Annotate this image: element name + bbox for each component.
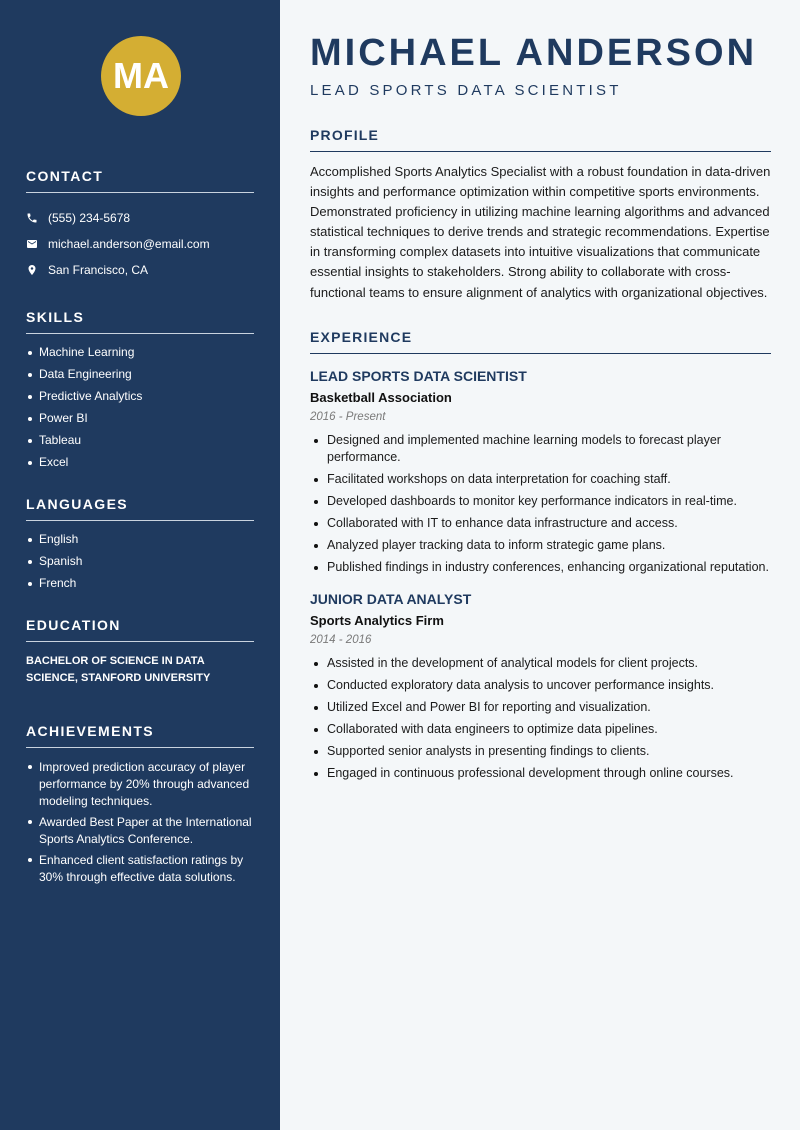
contact-location	[26, 257, 254, 283]
achievements-section	[26, 723, 254, 886]
job-entry	[310, 591, 771, 783]
achievement-item: Awarded Best Paper at the International Sports Analytics Conference.	[26, 814, 254, 848]
achievement-item: Enhanced client satisfaction ratings by 30% through effective data solutions.	[26, 852, 254, 886]
job-bullet: Published findings in industry conferences, enhancing organizational reputation.	[310, 559, 771, 577]
job-bullet: Designed and implemented machine learning models to forecast player performance.	[310, 432, 771, 467]
languages-section	[26, 496, 254, 591]
job-bullet: Supported senior analysts in presenting findings to clients.	[310, 743, 771, 761]
job-dates: 2014 - 2016	[310, 633, 372, 646]
job-bullet: Assisted in the development of analytical models for client projects.	[310, 655, 771, 673]
phone-text[interactable]: (555) 234-5678	[48, 211, 131, 225]
language-item: French	[26, 576, 254, 591]
job-bullet: Engaged in continuous professional development through online courses.	[310, 765, 771, 783]
main-content	[280, 0, 800, 1130]
job-bullets	[310, 432, 771, 577]
skill-item: Tableau	[26, 433, 254, 448]
job-company: Basketball Association	[310, 389, 452, 405]
job-entry	[310, 368, 771, 577]
contact-title: CONTACT	[26, 168, 254, 193]
skills-section	[26, 309, 254, 470]
contact-phone	[26, 205, 254, 231]
language-item: Spanish	[26, 554, 254, 569]
avatar: MA	[101, 36, 181, 116]
location-text: San Francisco, CA	[48, 263, 149, 277]
education-degree: BACHELOR OF SCIENCE IN DATA SCIENCE, STANFORD UNIVERSITY	[26, 655, 211, 684]
skill-item: Data Engineering	[26, 367, 254, 382]
languages-title: LANGUAGES	[26, 496, 254, 521]
job-bullet: Analyzed player tracking data to inform strategic game plans.	[310, 537, 771, 555]
languages-list	[26, 532, 254, 591]
language-item: English	[26, 532, 254, 547]
job-bullet: Facilitated workshops on data interpretation for coaching staff.	[310, 471, 771, 489]
job-dates: 2016 - Present	[310, 410, 386, 423]
location-pin-icon	[26, 264, 48, 276]
contact-list	[26, 205, 254, 283]
job-bullet: Utilized Excel and Power BI for reporting and visualization.	[310, 699, 771, 717]
email-text[interactable]: michael.anderson@email.com	[48, 237, 210, 251]
profile-section	[310, 127, 771, 303]
sidebar	[0, 0, 280, 1130]
contact-email	[26, 231, 254, 257]
achievement-item: Improved prediction accuracy of player performance by 20% through advanced modeling techniques.	[26, 759, 254, 810]
job-bullet: Developed dashboards to monitor key performance indicators in real-time.	[310, 493, 771, 511]
profile-text: Accomplished Sports Analytics Specialist with a robust foundation in data-driven insights and performance optimization within competitive sports environments. Demonstrated proficiency in utilizing machine learning algorithms and advanced statistical techniques to derive trends and strategic recommendations. Expertise in transforming complex datasets into intuitive visualizations that communicate essential insights to stakeholders. Strong ability to collaborate with cross-functional teams to ensure alignment of analytics with organizational objectives.	[310, 164, 771, 300]
job-bullet: Conducted exploratory data analysis to uncover performance insights.	[310, 677, 771, 695]
skills-list	[26, 345, 254, 470]
job-bullet: Collaborated with data engineers to optimize data pipelines.	[310, 721, 771, 739]
job-bullet: Collaborated with IT to enhance data infrastructure and access.	[310, 515, 771, 533]
achievements-title: ACHIEVEMENTS	[26, 723, 254, 748]
job-company: Sports Analytics Firm	[310, 612, 444, 628]
experience-section	[310, 329, 771, 783]
phone-icon	[26, 212, 48, 224]
education-title: EDUCATION	[26, 617, 254, 642]
contact-section	[26, 168, 254, 283]
profile-title: PROFILE	[310, 127, 771, 152]
skill-item: Power BI	[26, 411, 254, 426]
achievements-list	[26, 759, 254, 886]
experience-title: EXPERIENCE	[310, 329, 771, 354]
email-icon	[26, 238, 48, 250]
skill-item: Machine Learning	[26, 345, 254, 360]
skills-title: SKILLS	[26, 309, 254, 334]
job-title: LEAD SPORTS DATA SCIENTIST	[310, 367, 527, 384]
education-section	[26, 617, 254, 687]
skill-item: Excel	[26, 455, 254, 470]
skill-item: Predictive Analytics	[26, 389, 254, 404]
candidate-role: LEAD SPORTS DATA SCIENTIST	[310, 82, 622, 99]
job-bullets	[310, 655, 771, 783]
job-title: JUNIOR DATA ANALYST	[310, 590, 472, 607]
candidate-name: MICHAEL ANDERSON	[310, 32, 758, 74]
